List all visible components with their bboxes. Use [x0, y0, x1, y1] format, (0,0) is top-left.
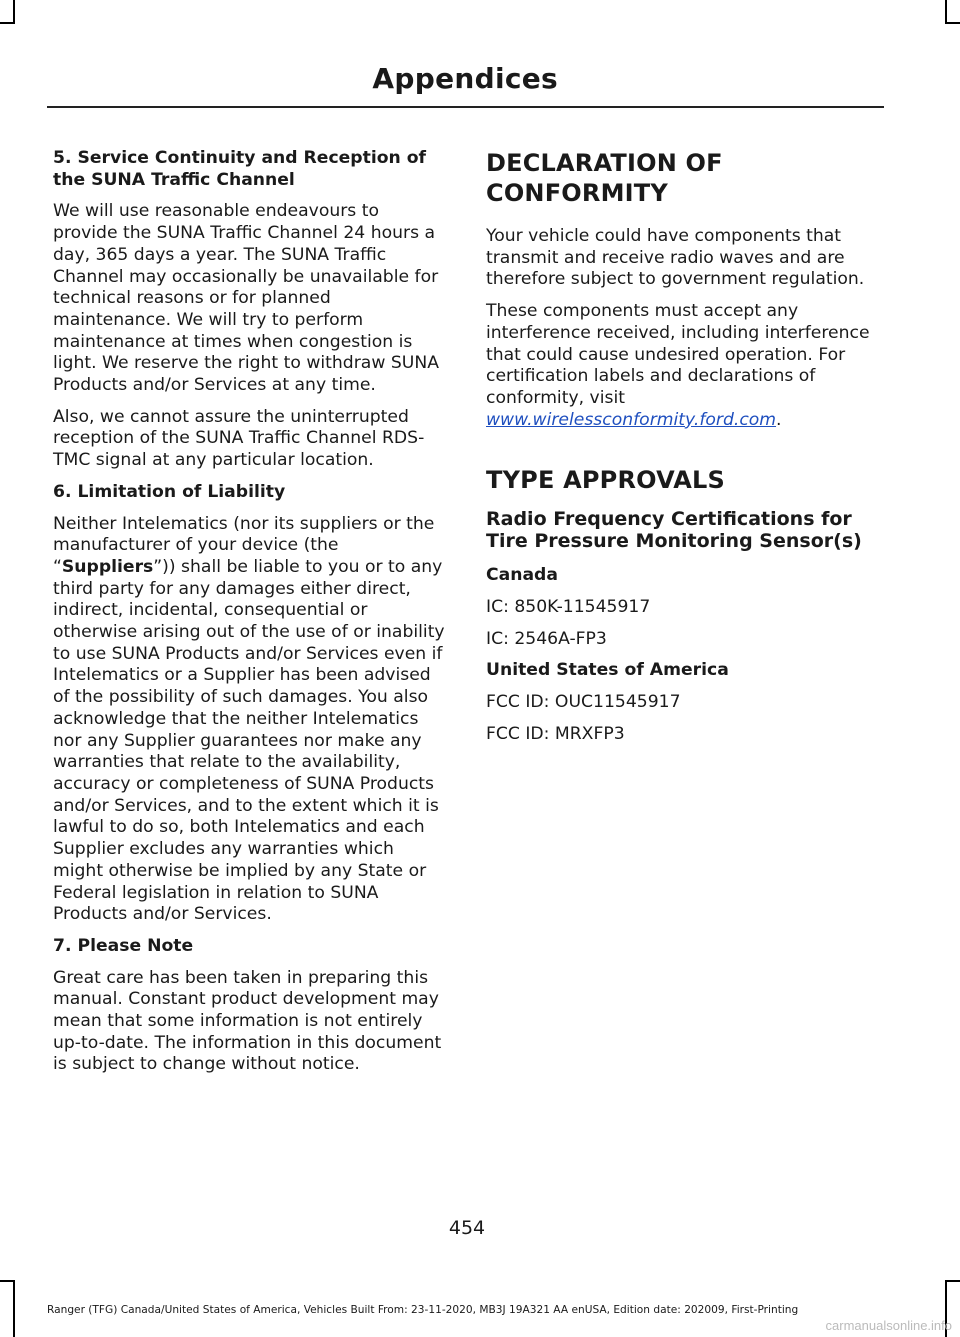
type-approvals-heading: TYPE APPROVALS — [486, 466, 725, 495]
section-5-heading: 5. Service Continuity and Reception of the SUNA Traffic Channel — [53, 148, 427, 190]
crop-mark-top-left-h — [0, 22, 15, 24]
page-number: 454 — [448, 1217, 486, 1239]
crop-mark-top-right-v — [945, 0, 947, 24]
declaration-paragraph-2 — [486, 301, 882, 431]
right-column — [486, 148, 882, 756]
section-7-heading: 7. Please Note — [53, 935, 194, 956]
crop-mark-top-right-h — [945, 22, 960, 24]
header-divider — [47, 106, 884, 108]
crop-mark-bottom-left-v — [13, 1280, 15, 1337]
section-5-paragraph-1: We will use reasonable endeavours to provide the SUNA Traffic Channel 24 hours a day, 365 days a year. The SUNA Traffic Channel may occasionally be unavailable for technical reasons or for planned maintenance. We will try to perform maintenance at times when congestion is light. We reserve the right to withdraw SUNA Products and/or Services at any time. — [53, 201, 439, 396]
canada-id-1: IC: 850K-11545917 — [486, 597, 651, 618]
section-6-text-before: Neither Intelematics (nor its suppliers or the manufacturer of your device (the “ — [53, 513, 435, 577]
edition-footer: Ranger (TFG) Canada/United States of America, Vehicles Built From: 23-11-2020, MB3J 19A321 AA enUSA, Edition date: 202009, First-Printing — [47, 1304, 799, 1316]
canada-id-2: IC: 2546A-FP3 — [486, 628, 607, 649]
section-6-text-after: ”)) shall be liable to you or to any third party for any damages either direct, indirect, incidental, consequential or otherwise arising out of the use of or inability to use SUNA Products and/or Services even if Intelematics or a Supplier has been advised of the possibility of such damages. You also acknowledge that the neither Intelematics nor any Supplier guarantees nor make any warranties that relate to the availability, accuracy or completeness of SUNA Products and/or Services, and to the extent which it is lawful to do so, both Intelematics and each Supplier excludes any warranties which might otherwise be implied by any State or Federal legislation in relation to SUNA Products and/or Services. — [53, 556, 445, 925]
left-column — [53, 148, 448, 1086]
canada-heading: Canada — [486, 565, 558, 586]
usa-id-1: FCC ID: OUC11545917 — [486, 692, 681, 713]
section-6-heading: 6. Limitation of Liability — [53, 481, 286, 502]
usa-heading: United States of America — [486, 660, 729, 681]
crop-mark-top-left-v — [13, 0, 15, 24]
page-title: Appendices — [372, 62, 558, 95]
crop-mark-bottom-right-h — [945, 1280, 960, 1282]
crop-mark-bottom-left-h — [0, 1280, 15, 1282]
declaration-paragraph-1: Your vehicle could have components that transmit and receive radio waves and are therefore subject to government regulation. — [486, 226, 865, 290]
declaration-text-before-link: These components must accept any interference received, including interference that could cause undesired operation. For certification labels and declarations of conformity, visit — [486, 301, 870, 408]
watermark: carmanualsonline.info — [825, 1318, 952, 1333]
conformity-link[interactable]: www.wirelessconformity.ford.com — [486, 409, 777, 430]
declaration-heading-line-1: DECLARATION OF — [486, 149, 723, 177]
section-6-paragraph — [53, 514, 448, 926]
section-7-paragraph: Great care has been taken in preparing this manual. Constant product development may mean that some information is not entirely up-to-date. The information in this document is subject to change without notice. — [53, 967, 442, 1075]
declaration-text-after-link: . — [776, 409, 782, 430]
section-5-paragraph-2: Also, we cannot assure the uninterrupted reception of the SUNA Traffic Channel RDS-TMC signal at any particular location. — [53, 406, 425, 471]
suppliers-term: Suppliers — [61, 556, 154, 577]
declaration-heading — [486, 148, 882, 208]
rf-certifications-heading: Radio Frequency Certifications for Tire Pressure Monitoring Sensor(s) — [486, 508, 862, 552]
declaration-heading-line-2: CONFORMITY — [486, 179, 668, 207]
usa-id-2: FCC ID: MRXFP3 — [486, 723, 625, 744]
